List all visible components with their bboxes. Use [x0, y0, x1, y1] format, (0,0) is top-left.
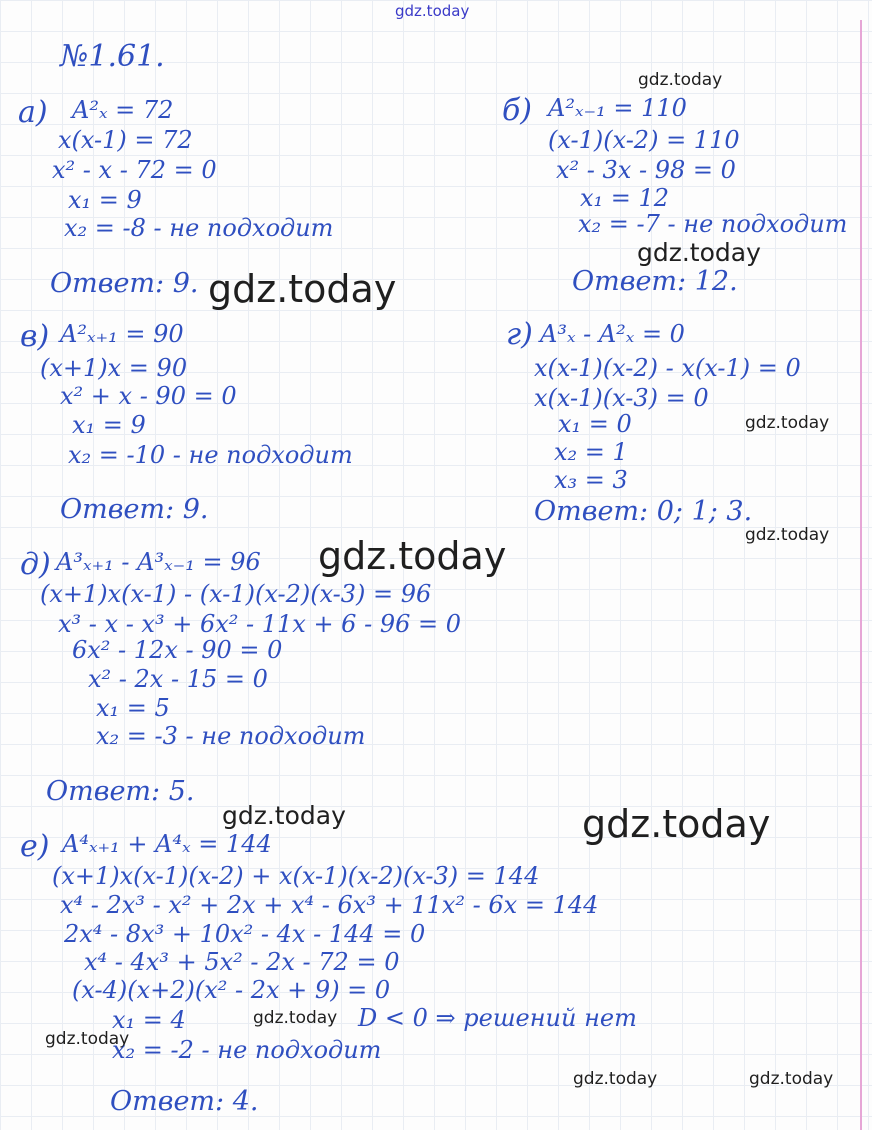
- watermark: gdz.today: [638, 70, 723, 90]
- watermark: gdz.today: [45, 1029, 130, 1049]
- part-e-line: 2x⁴ - 8x³ + 10x² - 4x - 144 = 0: [64, 920, 426, 948]
- part-g-line: x(x-1)(x-2) - x(x-1) = 0: [534, 354, 801, 382]
- part-d-label: д): [20, 547, 51, 582]
- watermark: gdz.today: [637, 238, 761, 267]
- part-e-label: е): [20, 829, 50, 864]
- problem-number: №1.61.: [60, 39, 165, 74]
- part-b-line: A²ₓ₋₁ = 110: [548, 94, 687, 122]
- part-a-line: x(x-1) = 72: [58, 126, 193, 154]
- part-d-answer: Ответ: 5.: [46, 776, 195, 807]
- part-a-label: а): [18, 95, 48, 130]
- part-v-answer: Ответ: 9.: [60, 494, 209, 525]
- part-e-line: x₂ = -2 - не подходит: [112, 1036, 382, 1064]
- part-g-label: г): [506, 317, 533, 352]
- watermark: gdz.today: [253, 1008, 338, 1028]
- watermark: gdz.today: [745, 525, 830, 545]
- part-d-line: A³ₓ₊₁ - A³ₓ₋₁ = 96: [56, 548, 261, 576]
- part-v-line: A²ₓ₊₁ = 90: [60, 320, 184, 348]
- part-a-line: x² - x - 72 = 0: [52, 156, 217, 184]
- part-g-line: x(x-1)(x-3) = 0: [534, 384, 709, 412]
- part-d-line: x³ - x - x³ + 6x² - 11x + 6 - 96 = 0: [58, 610, 461, 638]
- part-d-line: x² - 2x - 15 = 0: [88, 665, 268, 693]
- part-v-label: в): [20, 319, 50, 354]
- part-b-line: x² - 3x - 98 = 0: [556, 156, 736, 184]
- part-a-line: x₁ = 9: [68, 186, 142, 214]
- part-g-line: x₃ = 3: [554, 466, 628, 494]
- part-e-line: A⁴ₓ₊₁ + A⁴ₓ = 144: [62, 830, 272, 858]
- part-v-line: x² + x - 90 = 0: [60, 382, 237, 410]
- part-g-answer: Ответ: 0; 1; 3.: [534, 496, 753, 527]
- part-v-line: x₁ = 9: [72, 411, 146, 439]
- part-e-line: x⁴ - 2x³ - x² + 2x + x⁴ - 6x³ + 11x² - 6x = 144: [60, 891, 599, 919]
- part-d-line: (x+1)x(x-1) - (x-1)(x-2)(x-3) = 96: [40, 580, 432, 608]
- part-d-line: x₂ = -3 - не подходит: [96, 722, 366, 750]
- part-e-note: D < 0 ⇒ решений нет: [358, 1004, 637, 1032]
- part-d-line: x₁ = 5: [96, 694, 170, 722]
- part-b-label: б): [502, 93, 533, 128]
- part-b-answer: Ответ: 12.: [572, 266, 738, 297]
- part-e-line: (x-4)(x+2)(x² - 2x + 9) = 0: [72, 976, 391, 1004]
- part-b-line: (x-1)(x-2) = 110: [548, 126, 740, 154]
- watermark: gdz.today: [222, 801, 346, 830]
- part-g-line: A³ₓ - A²ₓ = 0: [540, 320, 685, 348]
- watermark: gdz.today: [208, 267, 397, 311]
- part-v-line: x₂ = -10 - не подходит: [68, 441, 353, 469]
- part-a-answer: Ответ: 9.: [50, 268, 199, 299]
- part-b-line: x₂ = -7 - не подходит: [578, 210, 848, 238]
- part-a-line: A²ₓ = 72: [72, 96, 174, 124]
- part-b-line: x₁ = 12: [580, 184, 670, 212]
- watermark: gdz.today: [745, 413, 830, 433]
- part-e-answer: Ответ: 4.: [110, 1086, 259, 1117]
- part-e-line: x₁ = 4: [112, 1006, 186, 1034]
- watermark: gdz.today: [749, 1069, 834, 1089]
- watermark-top: gdz.today: [395, 2, 470, 20]
- part-e-line: (x+1)x(x-1)(x-2) + x(x-1)(x-2)(x-3) = 144: [52, 862, 540, 890]
- watermark: gdz.today: [582, 802, 771, 846]
- part-g-line: x₂ = 1: [554, 438, 628, 466]
- part-e-line: x⁴ - 4x³ + 5x² - 2x - 72 = 0: [84, 948, 400, 976]
- watermark: gdz.today: [318, 534, 507, 578]
- part-g-line: x₁ = 0: [558, 410, 632, 438]
- part-v-line: (x+1)x = 90: [40, 354, 188, 382]
- part-a-line: x₂ = -8 - не подходит: [64, 214, 334, 242]
- margin-line: [860, 20, 862, 1130]
- part-d-line: 6x² - 12x - 90 = 0: [72, 636, 283, 664]
- watermark: gdz.today: [573, 1069, 658, 1089]
